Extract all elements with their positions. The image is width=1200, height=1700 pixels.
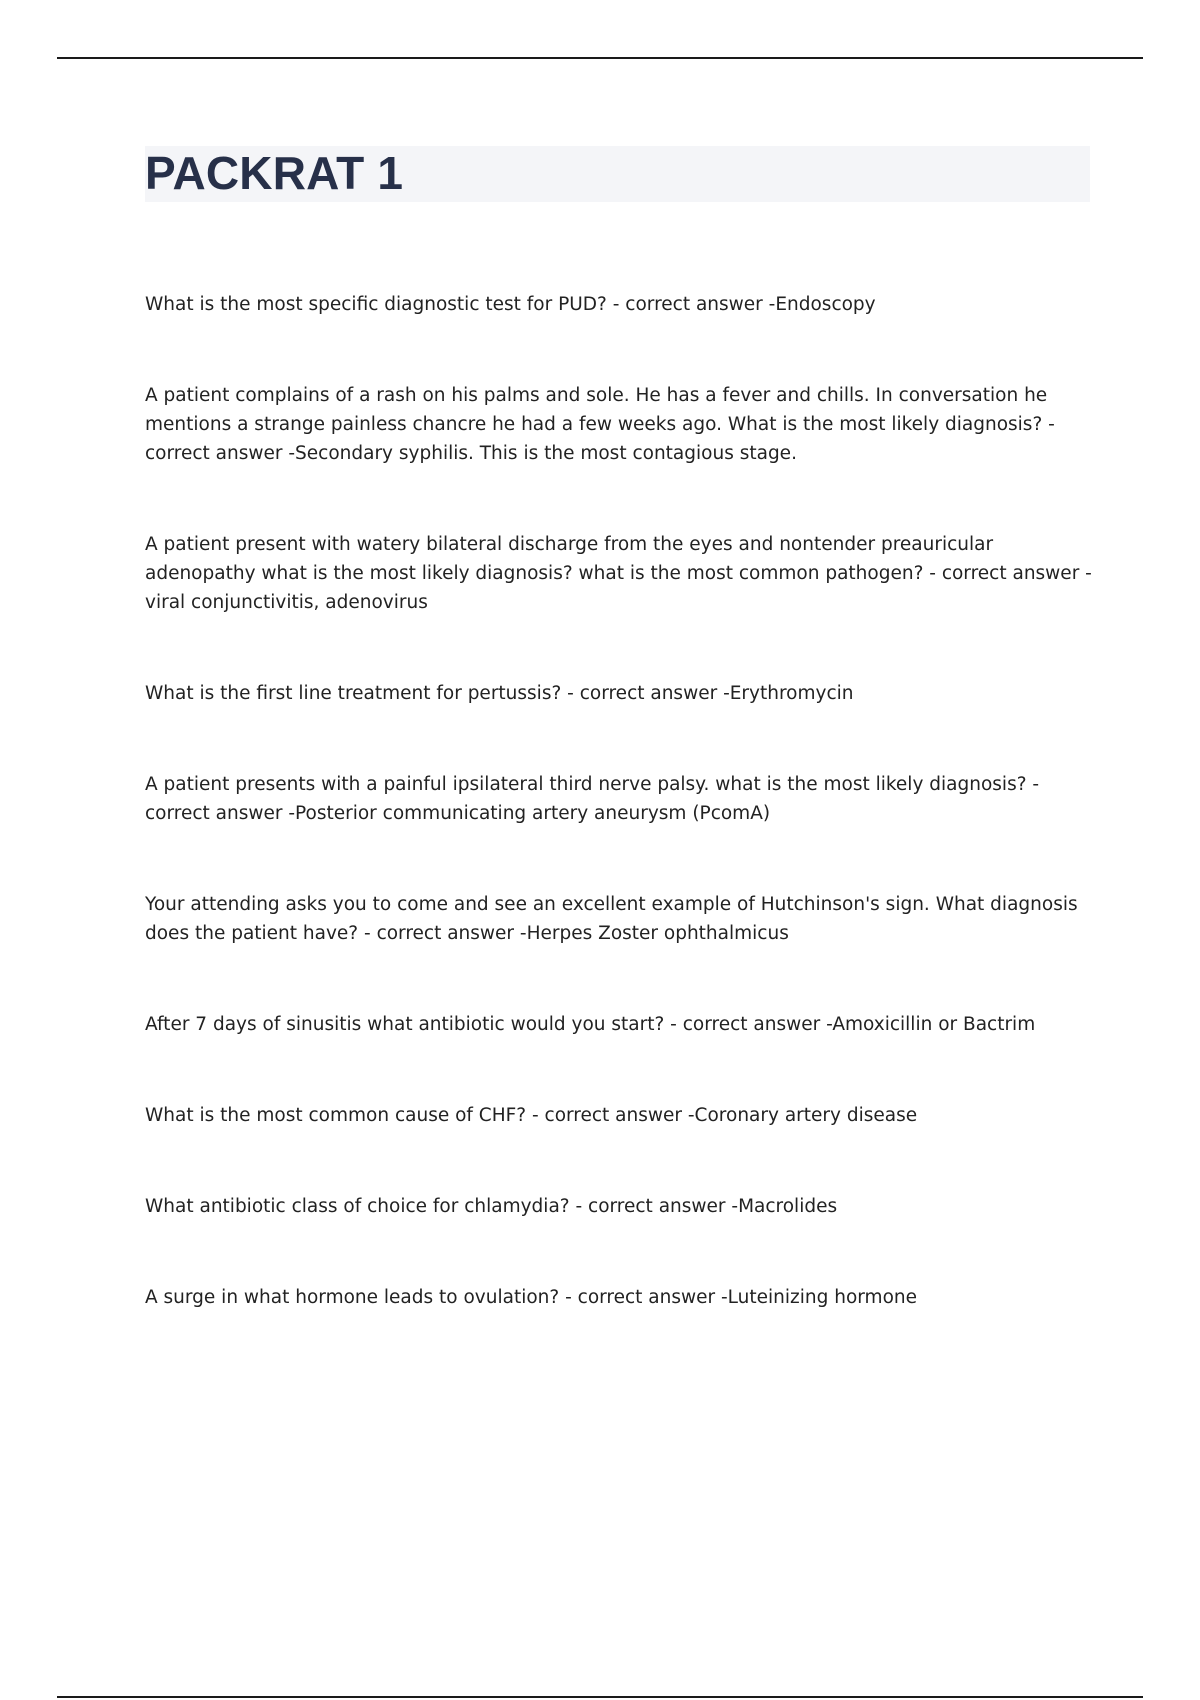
qa-item-9: What antibiotic class of choice for chlamydia? - correct answer -Macrolides <box>145 1196 838 1217</box>
qa-item-2: A patient complains of a rash on his palms and sole. He has a fever and chills. In conversation he mentions a strange painless chancre he had a few weeks ago. What is the most likely diagnosis? - correct answer -Secondary syphilis. This is the most contagious stage. <box>145 385 1055 464</box>
qa-item-4: What is the first line treatment for pertussis? - correct answer -Erythromycin <box>145 683 854 704</box>
qa-item-7: After 7 days of sinusitis what antibiotic would you start? - correct answer -Amoxicillin or Bactrim <box>145 1014 1036 1035</box>
qa-item-5: A patient presents with a painful ipsilateral third nerve palsy. what is the most likely diagnosis? - correct answer -Posterior communicating artery aneurysm (PcomA) <box>145 774 1040 824</box>
top-rule <box>57 57 1143 59</box>
bottom-rule <box>57 1696 1143 1698</box>
qa-item-3: A patient present with watery bilateral discharge from the eyes and nontender preauricular adenopathy what is the most likely diagnosis? what is the most common pathogen? - correct answer -viral conjunctivitis, adenovirus <box>145 534 1092 613</box>
page-title: PACKRAT 1 <box>145 147 404 199</box>
qa-item-8: What is the most common cause of CHF? - correct answer -Coronary artery disease <box>145 1105 918 1126</box>
qa-item-6: Your attending asks you to come and see an excellent example of Hutchinson's sign. What diagnosis does the patient have? - correct answer -Herpes Zoster ophthalmicus <box>145 894 1078 944</box>
qa-list <box>145 290 1095 1374</box>
qa-item-10: A surge in what hormone leads to ovulation? - correct answer -Luteinizing hormone <box>145 1287 917 1308</box>
qa-item-1: What is the most specific diagnostic test for PUD? - correct answer -Endoscopy <box>145 294 876 315</box>
